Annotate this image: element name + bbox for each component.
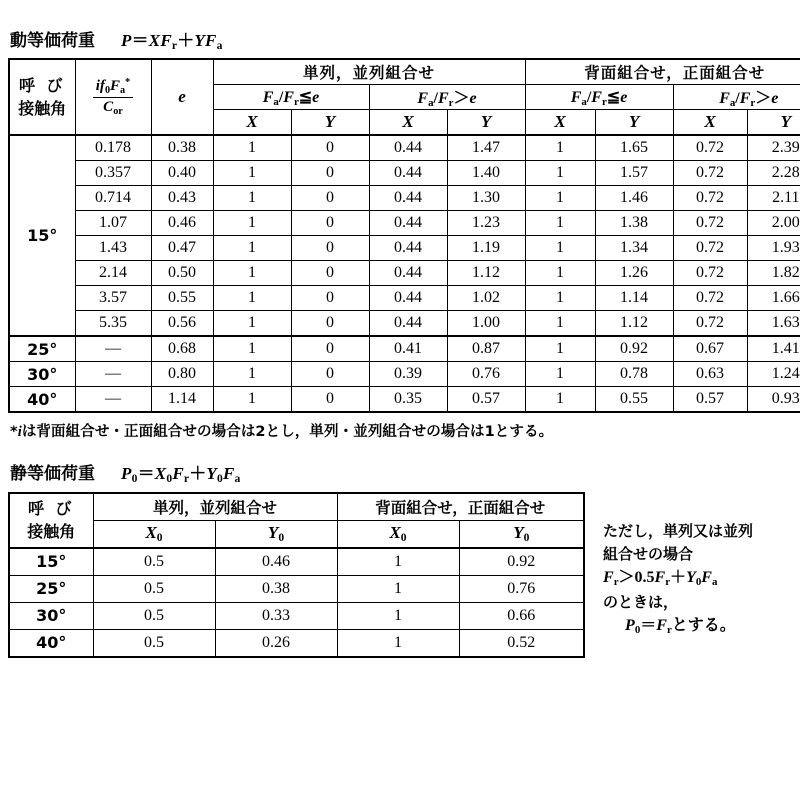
cell-y1: 0 bbox=[291, 236, 369, 261]
cell-y0b: 0.52 bbox=[459, 629, 584, 657]
angle-cell-15: 15° bbox=[9, 135, 75, 336]
footnote-asterisk: * bbox=[10, 424, 18, 441]
header-corner-angle-static: 呼 び 接触角 bbox=[9, 493, 93, 548]
cell-y0b: 0.76 bbox=[459, 575, 584, 602]
cell-ratio: 5.35 bbox=[75, 311, 151, 337]
static-side-note bbox=[603, 520, 753, 640]
cell-x2: 0.44 bbox=[369, 211, 447, 236]
header-corner-angle: 呼 び 接触角 bbox=[9, 59, 75, 135]
cell-x2: 0.35 bbox=[369, 387, 447, 413]
cell-y1: 0 bbox=[291, 362, 369, 387]
cell-y3: 0.78 bbox=[595, 362, 673, 387]
cell-ratio: 1.07 bbox=[75, 211, 151, 236]
table-row bbox=[9, 236, 800, 261]
static-load-section bbox=[0, 486, 800, 658]
cell-x4: 0.57 bbox=[673, 387, 747, 413]
table-row bbox=[9, 161, 800, 186]
header-ratio: $\frac{if_0F_a^*}{C_{or}}$ bbox=[75, 59, 151, 135]
cell-y3: 1.65 bbox=[595, 135, 673, 161]
cell-y3: 1.14 bbox=[595, 286, 673, 311]
table-row bbox=[9, 362, 800, 387]
header-e: e bbox=[151, 59, 213, 135]
header-cond-single-le: $F_a/F_r≦e$ bbox=[213, 85, 369, 110]
cell-e: 0.40 bbox=[151, 161, 213, 186]
cell-angle: 25° bbox=[9, 575, 93, 602]
cell-y3: 1.34 bbox=[595, 236, 673, 261]
cell-y1: 0 bbox=[291, 286, 369, 311]
cell-x4: 0.67 bbox=[673, 336, 747, 362]
cell-x4: 0.72 bbox=[673, 236, 747, 261]
cell-y0a: 0.46 bbox=[215, 548, 337, 576]
cell-x2: 0.44 bbox=[369, 135, 447, 161]
header-group-back-face: 背面組合せ，正面組合せ bbox=[525, 59, 800, 85]
cell-x1: 1 bbox=[213, 211, 291, 236]
static-load-heading bbox=[0, 459, 800, 485]
cell-y3: 1.57 bbox=[595, 161, 673, 186]
cell-y0b: 0.66 bbox=[459, 602, 584, 629]
cell-y4: 2.00 bbox=[747, 211, 800, 236]
table-row bbox=[9, 311, 800, 337]
cell-y2: 1.47 bbox=[447, 135, 525, 161]
cell-ratio: 2.14 bbox=[75, 261, 151, 286]
cell-e: 0.56 bbox=[151, 311, 213, 337]
cell-x1: 1 bbox=[213, 362, 291, 387]
cell-y4: 2.39 bbox=[747, 135, 800, 161]
cell-x1: 1 bbox=[213, 261, 291, 286]
cell-y4: 1.24 bbox=[747, 362, 800, 387]
cell-e: 0.43 bbox=[151, 186, 213, 211]
cell-x3: 1 bbox=[525, 336, 595, 362]
static-load-table bbox=[8, 492, 585, 658]
cell-y1: 0 bbox=[291, 211, 369, 236]
footnote bbox=[0, 420, 800, 441]
cell-x4: 0.72 bbox=[673, 186, 747, 211]
cell-x2: 0.44 bbox=[369, 261, 447, 286]
cell-ratio: — bbox=[75, 336, 151, 362]
cell-y4: 2.28 bbox=[747, 161, 800, 186]
cell-y1: 0 bbox=[291, 261, 369, 286]
cell-x4: 0.72 bbox=[673, 286, 747, 311]
cell-x4: 0.72 bbox=[673, 211, 747, 236]
header-group-back-face-static: 背面組合せ，正面組合せ bbox=[337, 493, 584, 521]
cell-y2: 1.02 bbox=[447, 286, 525, 311]
cell-x2: 0.44 bbox=[369, 311, 447, 337]
cell-y3: 1.12 bbox=[595, 311, 673, 337]
cell-x3: 1 bbox=[525, 362, 595, 387]
cell-x3: 1 bbox=[525, 261, 595, 286]
cell-y3: 0.92 bbox=[595, 336, 673, 362]
side-note-line-5: $P_0=F_r$とする。 bbox=[625, 617, 736, 637]
cell-x4: 0.72 bbox=[673, 161, 747, 186]
cell-y3: 1.38 bbox=[595, 211, 673, 236]
cell-y4: 1.93 bbox=[747, 236, 800, 261]
cell-y2: 0.76 bbox=[447, 362, 525, 387]
cell-e: 0.50 bbox=[151, 261, 213, 286]
cell-e: 1.14 bbox=[151, 387, 213, 413]
table-row bbox=[9, 186, 800, 211]
cell-x0b: 1 bbox=[337, 629, 459, 657]
cell-y4: 1.82 bbox=[747, 261, 800, 286]
table-row bbox=[9, 548, 584, 576]
cell-y1: 0 bbox=[291, 135, 369, 161]
dynamic-load-formula: $P=XF_r+YF_a$ bbox=[121, 31, 223, 53]
cell-y1: 0 bbox=[291, 387, 369, 413]
cell-y2: 1.40 bbox=[447, 161, 525, 186]
cell-y4: 2.11 bbox=[747, 186, 800, 211]
cell-x0a: 0.5 bbox=[93, 629, 215, 657]
cell-y0a: 0.26 bbox=[215, 629, 337, 657]
cell-y4: 1.66 bbox=[747, 286, 800, 311]
table-row bbox=[9, 286, 800, 311]
cell-y2: 1.12 bbox=[447, 261, 525, 286]
cell-e: 0.38 bbox=[151, 135, 213, 161]
header-group-single-row: 単列，並列組合せ bbox=[213, 59, 525, 85]
cell-y2: 1.19 bbox=[447, 236, 525, 261]
header-y-4: Y bbox=[747, 110, 800, 136]
cell-angle: 30° bbox=[9, 602, 93, 629]
header-cond-single-gt: $F_a/F_r>e$ bbox=[369, 85, 525, 110]
header-cond-back-le: $F_a/F_r≦e$ bbox=[525, 85, 673, 110]
header-y0-1: $Y_0$ bbox=[215, 520, 337, 548]
cell-y3: 0.55 bbox=[595, 387, 673, 413]
cell-x1: 1 bbox=[213, 161, 291, 186]
cell-x3: 1 bbox=[525, 387, 595, 413]
cell-x3: 1 bbox=[525, 186, 595, 211]
cell-ratio: 0.357 bbox=[75, 161, 151, 186]
cell-ratio: 0.714 bbox=[75, 186, 151, 211]
cell-x3: 1 bbox=[525, 311, 595, 337]
cell-x4: 0.72 bbox=[673, 135, 747, 161]
cell-ratio: 1.43 bbox=[75, 236, 151, 261]
angle-cell-40: 40° bbox=[9, 387, 75, 413]
cell-y0a: 0.38 bbox=[215, 575, 337, 602]
table-row bbox=[9, 387, 800, 413]
static-load-formula: $P_0=X_0F_r+Y_0F_a$ bbox=[121, 464, 241, 486]
table-row bbox=[9, 261, 800, 286]
table-row bbox=[9, 629, 584, 657]
cell-ratio: 3.57 bbox=[75, 286, 151, 311]
cell-x0a: 0.5 bbox=[93, 575, 215, 602]
cell-y1: 0 bbox=[291, 161, 369, 186]
cell-y3: 1.26 bbox=[595, 261, 673, 286]
table-row bbox=[9, 336, 800, 362]
cell-x1: 1 bbox=[213, 311, 291, 337]
side-note-line-3: $F_r>0.5F_r+Y_0F_a$ bbox=[603, 569, 718, 589]
dynamic-load-table bbox=[8, 58, 800, 413]
cell-x1: 1 bbox=[213, 286, 291, 311]
cell-x1: 1 bbox=[213, 387, 291, 413]
cell-ratio: — bbox=[75, 362, 151, 387]
cell-angle: 15° bbox=[9, 548, 93, 576]
table-row bbox=[9, 211, 800, 236]
cell-y2: 1.00 bbox=[447, 311, 525, 337]
dynamic-load-heading bbox=[0, 0, 800, 52]
cell-e: 0.55 bbox=[151, 286, 213, 311]
cell-x3: 1 bbox=[525, 286, 595, 311]
header-x-3: X bbox=[525, 110, 595, 136]
cell-y1: 0 bbox=[291, 311, 369, 337]
header-x-4: X bbox=[673, 110, 747, 136]
cell-x0a: 0.5 bbox=[93, 602, 215, 629]
dynamic-load-title: 動等価荷重 bbox=[10, 31, 95, 51]
header-y-3: Y bbox=[595, 110, 673, 136]
cell-y1: 0 bbox=[291, 336, 369, 362]
cell-y0a: 0.33 bbox=[215, 602, 337, 629]
cell-e: 0.68 bbox=[151, 336, 213, 362]
cell-y2: 1.30 bbox=[447, 186, 525, 211]
angle-cell-30: 30° bbox=[9, 362, 75, 387]
cell-x4: 0.63 bbox=[673, 362, 747, 387]
cell-x1: 1 bbox=[213, 186, 291, 211]
cell-x0b: 1 bbox=[337, 602, 459, 629]
cell-y4: 1.63 bbox=[747, 311, 800, 337]
angle-cell-25: 25° bbox=[9, 336, 75, 362]
header-y0-2: $Y_0$ bbox=[459, 520, 584, 548]
cell-x0b: 1 bbox=[337, 548, 459, 576]
cell-x1: 1 bbox=[213, 135, 291, 161]
cell-x3: 1 bbox=[525, 135, 595, 161]
cell-x3: 1 bbox=[525, 211, 595, 236]
side-note-line-1: ただし，単列又は並列 bbox=[603, 521, 754, 540]
table-row bbox=[9, 135, 800, 161]
cell-y2: 1.23 bbox=[447, 211, 525, 236]
cell-y0b: 0.92 bbox=[459, 548, 584, 576]
side-note-line-4: のときは， bbox=[603, 592, 679, 611]
header-cond-back-gt: $F_a/F_r>e$ bbox=[673, 85, 800, 110]
header-x0-1: $X_0$ bbox=[93, 520, 215, 548]
cell-x2: 0.44 bbox=[369, 286, 447, 311]
table-row bbox=[9, 575, 584, 602]
cell-e: 0.47 bbox=[151, 236, 213, 261]
cell-y2: 0.87 bbox=[447, 336, 525, 362]
header-x0-2: $X_0$ bbox=[337, 520, 459, 548]
cell-x0a: 0.5 bbox=[93, 548, 215, 576]
header-group-single-row-static: 単列，並列組合せ bbox=[93, 493, 337, 521]
cell-x0b: 1 bbox=[337, 575, 459, 602]
header-y-1: Y bbox=[291, 110, 369, 136]
cell-x4: 0.72 bbox=[673, 261, 747, 286]
footnote-text: は背面組合せ・正面組合せの場合は2とし，単列・並列組合せの場合は1とする。 bbox=[21, 424, 554, 441]
footnote-symbol: i bbox=[17, 424, 22, 441]
cell-x4: 0.72 bbox=[673, 311, 747, 337]
cell-e: 0.80 bbox=[151, 362, 213, 387]
cell-x2: 0.44 bbox=[369, 186, 447, 211]
cell-x1: 1 bbox=[213, 236, 291, 261]
cell-x2: 0.44 bbox=[369, 161, 447, 186]
cell-y2: 0.57 bbox=[447, 387, 525, 413]
cell-y4: 1.41 bbox=[747, 336, 800, 362]
cell-e: 0.46 bbox=[151, 211, 213, 236]
cell-y3: 1.46 bbox=[595, 186, 673, 211]
header-x-1: X bbox=[213, 110, 291, 136]
cell-x1: 1 bbox=[213, 336, 291, 362]
cell-ratio: 0.178 bbox=[75, 135, 151, 161]
static-load-title: 静等価荷重 bbox=[10, 464, 95, 485]
cell-x2: 0.39 bbox=[369, 362, 447, 387]
side-note-line-2: 組合せの場合 bbox=[603, 544, 694, 563]
table-row bbox=[9, 602, 584, 629]
cell-y1: 0 bbox=[291, 186, 369, 211]
cell-y4: 0.93 bbox=[747, 387, 800, 413]
header-x-2: X bbox=[369, 110, 447, 136]
cell-x2: 0.44 bbox=[369, 236, 447, 261]
cell-ratio: — bbox=[75, 387, 151, 413]
cell-x3: 1 bbox=[525, 236, 595, 261]
cell-angle: 40° bbox=[9, 629, 93, 657]
cell-x2: 0.41 bbox=[369, 336, 447, 362]
cell-x3: 1 bbox=[525, 161, 595, 186]
header-y-2: Y bbox=[447, 110, 525, 136]
